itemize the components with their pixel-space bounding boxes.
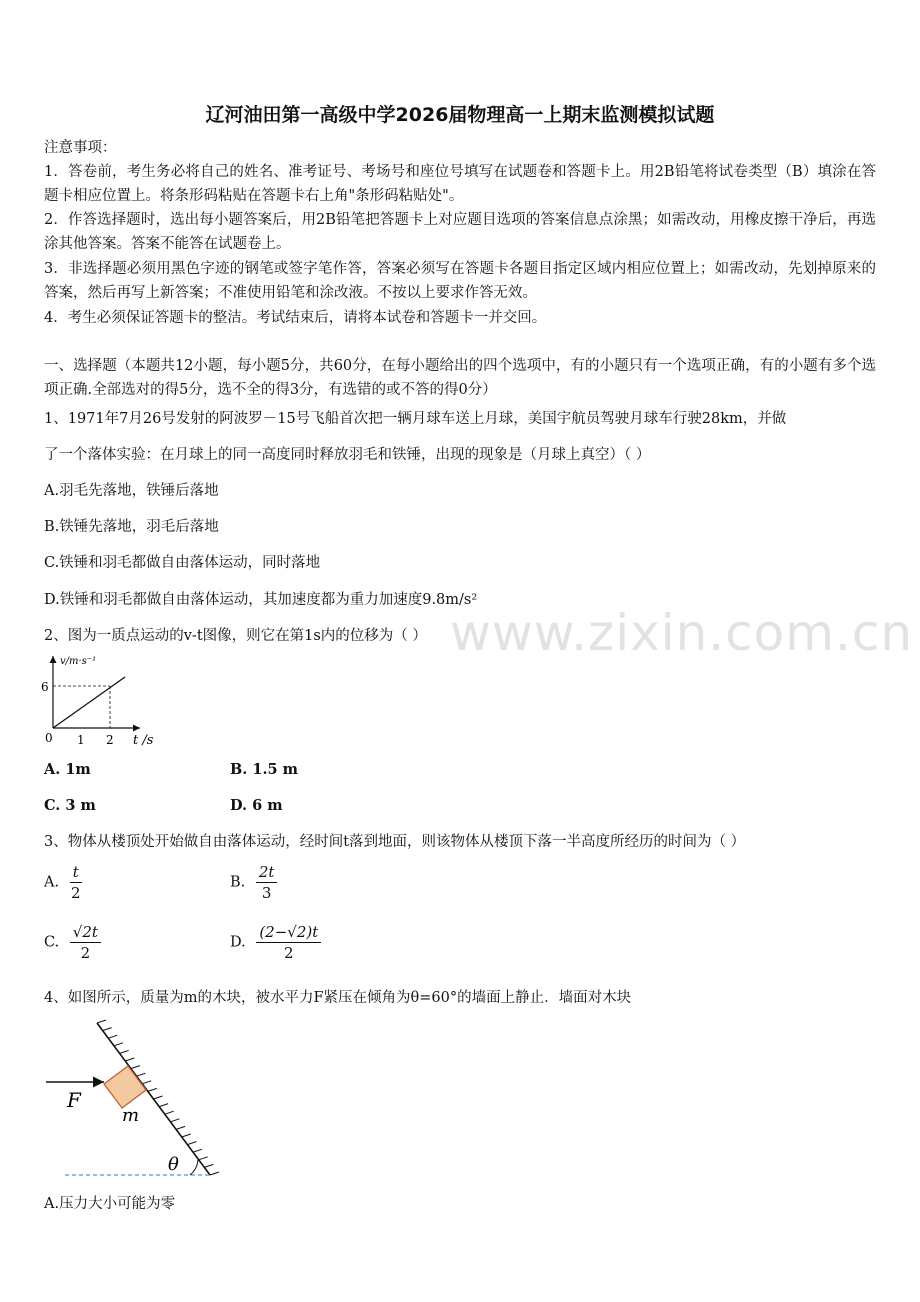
q3-option-d: D. $\frac{(2-√2)t}{2}$	[230, 922, 321, 963]
hatch-mark	[165, 1111, 174, 1114]
q1-stem-line2: 了一个落体实验：在月球上的同一高度同时释放羽毛和铁锤，出现的现象是（月球上真空）（ ）	[44, 447, 651, 463]
hatch-mark	[148, 1088, 157, 1091]
wood-block	[104, 1066, 146, 1108]
hatch-mark	[131, 1066, 140, 1069]
graph-line	[53, 677, 125, 728]
section-heading: 一、选择题（本题共12小题，每小题5分，共60分，在每小题给出的四个选项中，有的小题只有一个选项正确，有的小题有多个选项正确.全部选对的得5分，选不全的得3分，有选错的或不答的得0分）	[44, 358, 876, 398]
graph-ylabel: v/m·s⁻¹	[60, 656, 97, 667]
hatch-mark	[210, 1172, 219, 1175]
hatch-mark	[114, 1043, 123, 1046]
force-label: F	[67, 1088, 81, 1112]
hatch-mark	[204, 1164, 213, 1167]
hatch-mark	[137, 1073, 146, 1076]
graph-x-tick-1: 1	[77, 733, 85, 747]
notice-item-4: 4．考生必须保证答题卡的整洁。考试结束后，请将本试卷和答题卡一并交回。	[44, 310, 547, 326]
hatch-mark	[193, 1149, 202, 1152]
hatch-mark	[120, 1050, 129, 1053]
graph-x-tick-2: 2	[106, 733, 114, 747]
q1-option-b: B.铁锤先落地，羽毛后落地	[44, 519, 219, 535]
q4-stem: 4、如图所示，质量为m的木块，被水平力F紧压在倾角为θ=60°的墙面上静止．墙面对木块	[44, 990, 632, 1006]
hatch-mark	[108, 1035, 117, 1038]
hatch-mark	[103, 1028, 112, 1031]
q1-stem-line1: 1、1971年7月26号发射的阿波罗－15号飞船首次把一辆月球车送上月球，美国宇航员驾驶月球车行驶28km，并做	[44, 411, 787, 427]
q2-stem: 2、图为一质点运动的v-t图像，则它在第1s内的位移为（ ）	[44, 628, 427, 644]
angle-arc	[190, 1159, 198, 1175]
hatch-mark	[142, 1081, 151, 1084]
q2-option-b: B. 1.5 m	[230, 761, 298, 778]
hatch-mark	[199, 1157, 208, 1160]
q2-option-d: D. 6 m	[230, 797, 283, 814]
q1-option-a: A.羽毛先落地，铁锤后落地	[44, 483, 219, 499]
q2-option-c: C. 3 m	[44, 797, 96, 814]
hatch-mark	[170, 1119, 179, 1122]
watermark: www.zixin.com.cn	[450, 604, 914, 662]
graph-y-tick: 6	[41, 680, 49, 694]
q3-option-c: C. $\frac{√2t}{2}$	[44, 922, 101, 963]
notice-heading: 注意事项：	[44, 140, 117, 156]
vt-graph	[36, 650, 166, 750]
mass-label: m	[122, 1105, 140, 1126]
hatch-mark	[159, 1104, 168, 1107]
notice-item-1: 1．答卷前，考生务必将自己的姓名、准考证号、考场号和座位号填写在试题卷和答题卡上。用2B铅笔将试卷类型（B）填涂在答题卡相应位置上。将条形码粘贴在答题卡右上角"条形码粘贴处"。	[44, 164, 876, 204]
hatch-mark	[182, 1134, 191, 1137]
notice-item-2: 2．作答选择题时，选出每小题答案后，用2B铅笔把答题卡上对应题目选项的答案信息点涂黑；如需改动，用橡皮擦干净后，再选涂其他答案。答案不能答在试题卷上。	[44, 212, 876, 252]
graph-xlabel: t /s	[133, 733, 154, 748]
angle-label: θ	[168, 1154, 179, 1175]
page-title: 辽河油田第一高级中学2026届物理高一上期末监测模拟试题	[205, 104, 715, 126]
q1-option-d: D.铁锤和羽毛都做自由落体运动，其加速度都为重力加速度9.8m/s²	[44, 592, 478, 608]
hatch-mark	[154, 1096, 163, 1099]
incline-figure	[40, 1018, 230, 1183]
q3-stem: 3、物体从楼顶处开始做自由落体运动，经时间t落到地面，则该物体从楼顶下落一半高度所经历的时间为（ ）	[44, 834, 746, 850]
notice-item-3: 3．非选择题必须用黑色字迹的钢笔或签字笔作答，答案必须写在答题卡各题目指定区域内相应位置上；如需改动，先划掉原来的答案，然后再写上新答案；不准使用铅笔和涂改液。不按以上要求作答无效。	[44, 261, 876, 301]
q1-option-c: C.铁锤和羽毛都做自由落体运动，同时落地	[44, 555, 321, 571]
q4-option-a: A.压力大小可能为零	[44, 1196, 176, 1212]
q3-option-b: B. $\frac{2t}{3}$	[230, 862, 277, 903]
hatch-mark	[187, 1142, 196, 1145]
hatch-mark	[125, 1058, 134, 1061]
q2-option-a: A. 1m	[44, 761, 91, 778]
q3-option-a: A. $\frac{t}{2}$	[44, 863, 81, 902]
hatch-mark	[176, 1126, 185, 1129]
hatch-mark	[97, 1020, 106, 1023]
graph-origin: 0	[45, 731, 53, 745]
